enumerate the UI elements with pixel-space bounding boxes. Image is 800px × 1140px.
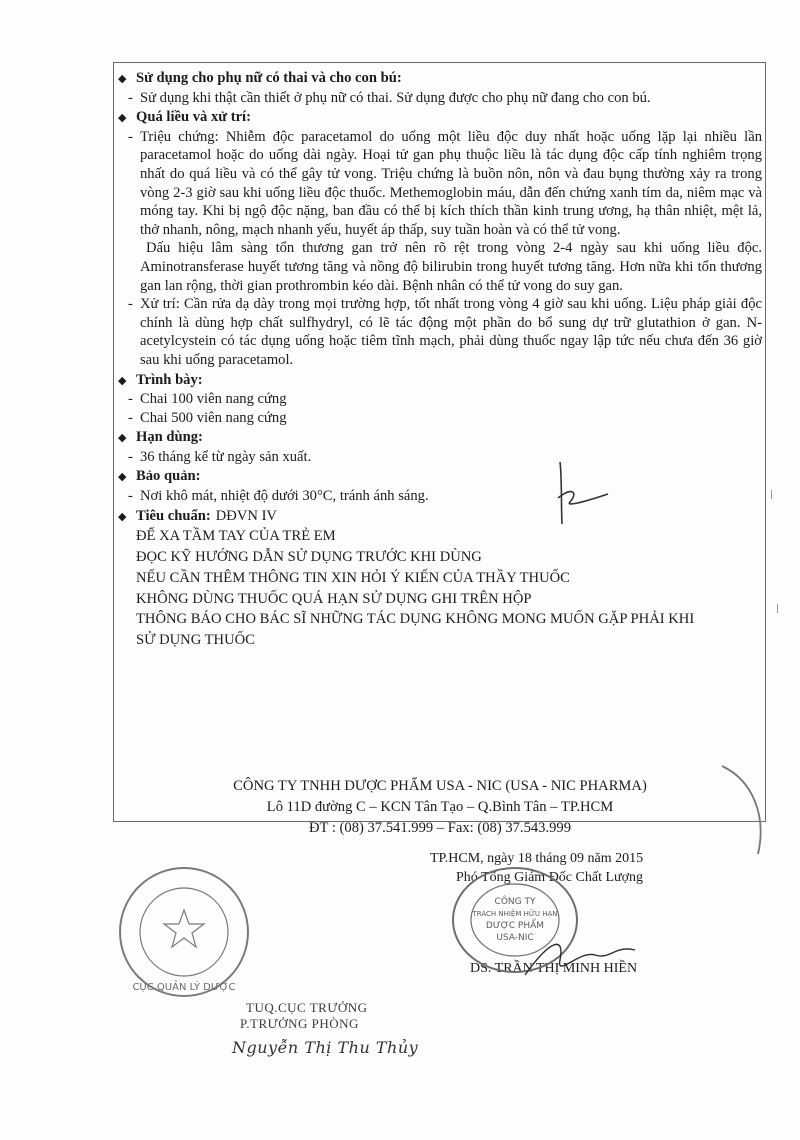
initial-signature-mark (548, 458, 618, 528)
authority-handwritten-name: Nguyễn Thị Thu Thủy (232, 1038, 419, 1057)
company-address: Lô 11D đường C – KCN Tân Tạo – Q.Bình Tân – TP.HCM (266, 798, 614, 815)
diamond-bullet-icon: ◆ (118, 471, 127, 484)
svg-text:USA-NIC: USA-NIC (496, 933, 534, 943)
section-heading-presentation: ◆ Trình bày: (118, 371, 762, 391)
svg-text:CỤC QUẢN LÝ DƯỢC: CỤC QUẢN LÝ DƯỢC (132, 982, 236, 993)
diamond-bullet-icon: ◆ (118, 510, 127, 523)
signature-position: Phó Tổng Giám Đốc Chất Lượng (456, 870, 643, 885)
list-item: - Chai 100 viên nang cứng (128, 391, 287, 408)
section-heading-expiry: ◆ Hạn dùng: (118, 428, 762, 448)
company-info (118, 776, 762, 838)
diamond-bullet-icon: ◆ (118, 432, 127, 445)
section-heading-storage: ◆ Bảo quản: (118, 467, 762, 487)
authority-line-2: P.TRƯỞNG PHÒNG (240, 1016, 359, 1031)
authority-signature (232, 1000, 418, 1056)
partial-stamp-right (712, 760, 772, 860)
signer-name: DS. TRẦN THỊ MINH HIỀN (470, 961, 638, 976)
section-heading-standard: ◆ Tiêu chuẩn: DĐVN IV (118, 507, 762, 527)
company-name: CÔNG TY TNHH DƯỢC PHẨM USA - NIC (USA - NIC PHARMA) (233, 778, 647, 794)
list-item: - 36 tháng kể từ ngày sản xuất. (128, 448, 312, 465)
svg-text:TRÁCH NHIỆM HỮU HẠN: TRÁCH NHIỆM HỮU HẠN (472, 910, 558, 918)
warning-line: ĐỂ XA TẦM TAY CỦA TRẺ EM (136, 528, 336, 545)
company-phone: ĐT : (08) 37.541.999 – Fax: (08) 37.543.999 (309, 819, 571, 836)
svg-text:CÔNG TY: CÔNG TY (494, 897, 536, 907)
warning-line: KHÔNG DÙNG THUỐC QUÁ HẠN SỬ DỤNG GHI TRÊN HỘP (136, 590, 532, 607)
warning-line: ĐỌC KỸ HƯỚNG DẪN SỬ DỤNG TRƯỚC KHI DÙNG (136, 549, 482, 566)
edge-fragment: | (776, 604, 780, 614)
section-heading-pregnancy: ◆ Sử dụng cho phụ nữ có thai và cho con bú: (118, 69, 762, 89)
leaflet-content (118, 68, 762, 651)
overdose-symptoms: - Triệu chứng: Nhiễm độc paracetamol do uống một liều độc duy nhất hoặc uống lặp lại nhiều lần paracetamol hoặc do uống dài ngày. Hoại tử gan phụ thuộc liều là tác dụng độc cấp tính nghiêm trọng nhất do quá liều và có thể gây tử vong. Triệu chứng là buồn nôn, nôn và đau bụng thường xảy ra trong vòng 2-3 giờ sau khi uống liều độc thuốc. Methemoglobin máu, dẫn đến chứng xanh tím da, niêm mạc và móng tay. Khi bị ngộ độc nặng, ban đầu có thể bị kích thích thần kinh trung ương, hạ thân nhiệt, mệt lả, thở nhanh, nông, mạch nhanh yếu, huyết áp thấp, suy tuần hoàn và có thể tử vong. (128, 128, 762, 238)
warning-line: NẾU CẦN THÊM THÔNG TIN XIN HỎI Ý KIẾN CỦA THẦY THUỐC (136, 569, 570, 586)
list-item: - Nơi khô mát, nhiệt độ dưới 30°C, tránh ánh sáng. (128, 488, 429, 505)
overdose-treatment: - Xử trí: Cần rửa dạ dày trong mọi trường hợp, tốt nhất trong vòng 4 giờ sau khi uống. Liệu pháp giải độc chính là dùng hợp chất sulfhydryl, có lẽ tác động một phần do bổ sung dự trữ glutathion ở gan. N- acetylcystein có tác dụng uống hoặc tiêm tĩnh mạch, phải dùng thuốc ngay lập tức nếu chưa đến 36 giờ sau khi uống paracetamol. (128, 296, 762, 368)
overdose-clinical-signs: Dấu hiệu lâm sàng tổn thương gan trở nên rõ rệt trong vòng 2-4 ngày sau khi uống liều độc. Aminotransferase huyết tương tăng và nồng độ bilirubin trong huyết tương tăng. Hơn nữa khi tổn thương gan lan rộng, thời gian prothrombin kéo dài. Bệnh nhân có thể tử vong do suy gan. (140, 240, 762, 294)
signature-date: TP.HCM, ngày 18 tháng 09 năm 2015 (430, 851, 644, 866)
list-item: - Sử dụng khi thật cần thiết ở phụ nữ có thai. Sử dụng được cho phụ nữ đang cho con bú. (128, 89, 651, 106)
handwritten-signature (520, 930, 640, 990)
diamond-bullet-icon: ◆ (118, 73, 127, 85)
edge-fragment: | (770, 490, 774, 500)
authority-line-1: TUQ.CỤC TRƯỞNG (246, 1000, 368, 1015)
warning-line: THÔNG BÁO CHO BÁC SĨ NHỮNG TÁC DỤNG KHÔNG MONG MUỐN GẶP PHẢI KHI SỬ DỤNG THUỐC (136, 611, 695, 649)
list-item: - Chai 500 viên nang cứng (128, 409, 287, 426)
svg-text:DƯỢC PHẨM: DƯỢC PHẨM (485, 921, 545, 931)
standard-value: DĐVN IV (215, 507, 277, 524)
ministry-stamp (108, 862, 260, 1002)
section-heading-overdose: ◆ Quá liều và xử trí: (118, 108, 762, 128)
diamond-bullet-icon: ◆ (118, 374, 127, 387)
diamond-bullet-icon: ◆ (118, 112, 127, 125)
